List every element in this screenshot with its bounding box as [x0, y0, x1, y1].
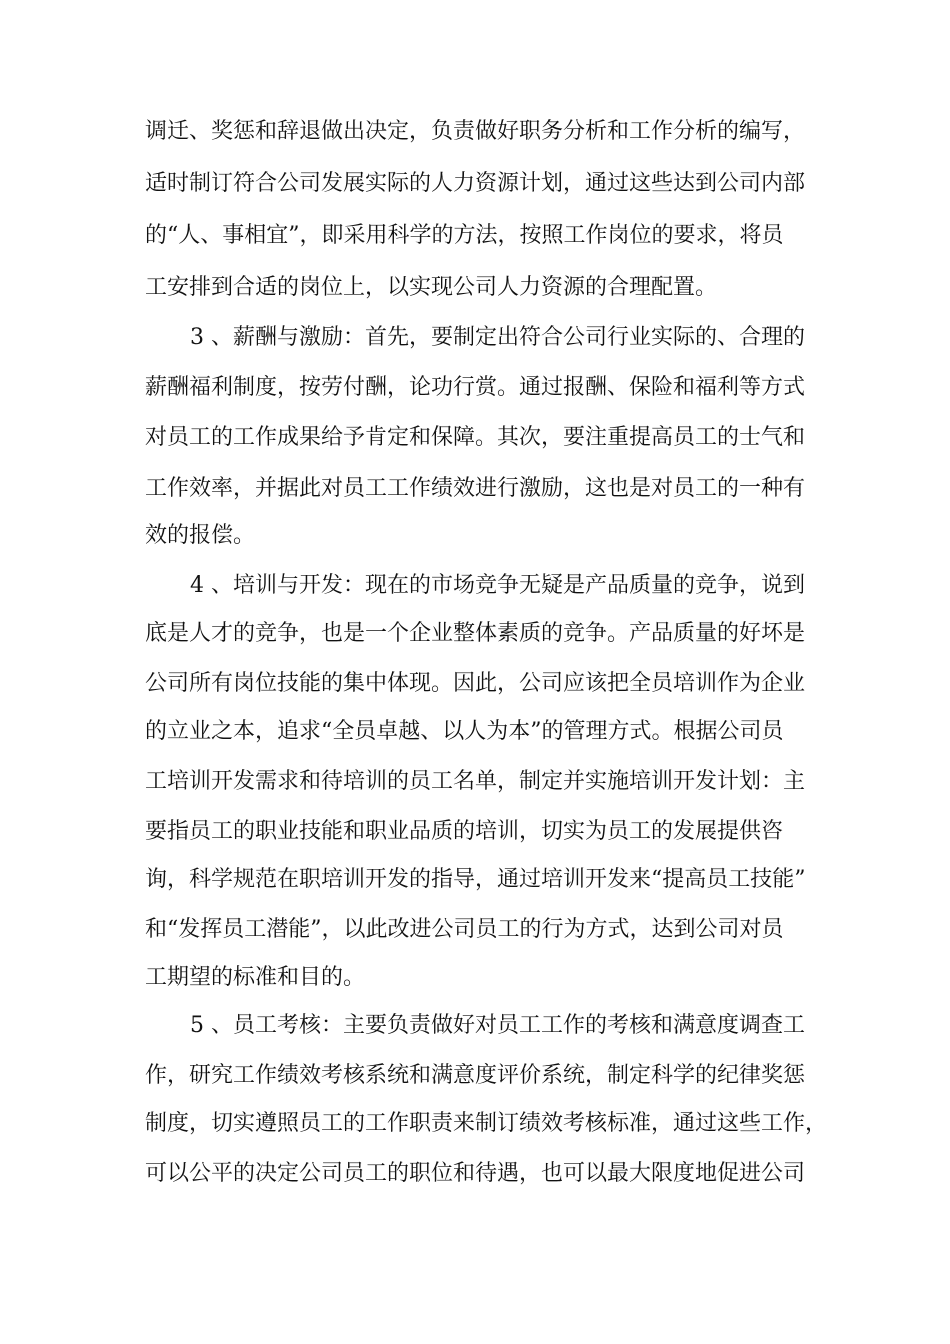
text-line: [0, 112, 950, 152]
line-text: 工安排到合适的岗位上，以实现公司人力资源的合理配置。: [145, 275, 718, 300]
text-line: [0, 762, 950, 802]
line-text: 作，研究工作绩效考核系统和满意度评价系统，制定科学的纪律奖惩: [145, 1063, 806, 1088]
text-line: [0, 958, 950, 998]
line-text: 制度，切实遵照员工的工作职责来制订绩效考核标准，通过这些工作，: [145, 1111, 828, 1136]
line-text: 薪酬福利制度，按劳付酬，论功行赏。通过报酬、保险和福利等方式: [145, 375, 806, 400]
line-text: 工期望的标准和目的。: [145, 965, 366, 990]
text-line: [0, 664, 950, 704]
line-text: 对员工的工作成果给予肯定和保障。其次，要注重提高员工的士气和: [145, 425, 806, 450]
text-line: [0, 860, 950, 900]
text-line: [0, 164, 950, 204]
text-line: [0, 1056, 950, 1096]
text-line: [0, 1104, 950, 1144]
line-text: 底是人才的竞争，也是一个企业整体素质的竞争。产品质量的好坏是: [145, 621, 806, 646]
line-text: 和“发挥员工潜能”，以此改进公司员工的行为方式，达到公司对员: [145, 917, 784, 942]
line-text: 工培训开发需求和待培训的员工名单，制定并实施培训开发计划：主: [145, 769, 806, 794]
text-line: [0, 216, 950, 256]
text-line: [0, 318, 950, 358]
text-line: [0, 268, 950, 308]
text-line: [0, 812, 950, 852]
line-text: 5 、员工考核：主要负责做好对员工工作的考核和满意度调查工: [190, 1013, 805, 1038]
text-line: [0, 566, 950, 606]
line-text: 调迁、奖惩和辞退做出决定，负责做好职务分析和工作分析的编写，: [145, 119, 806, 144]
text-line: [0, 469, 950, 509]
line-text: 适时制订符合公司发展实际的人力资源计划，通过这些达到公司内部: [145, 171, 806, 196]
line-text: 要指员工的职业技能和职业品质的培训，切实为员工的发展提供咨: [145, 819, 784, 844]
text-line: [0, 614, 950, 654]
line-text: 的“人、事相宜”，即采用科学的方法，按照工作岗位的要求，将员: [145, 223, 784, 248]
text-line: [0, 516, 950, 556]
line-text: 询，科学规范在职培训开发的指导，通过培训开发来“提高员工技能”: [145, 867, 806, 892]
text-line: [0, 368, 950, 408]
line-text: 工作效率，并据此对员工工作绩效进行激励，这也是对员工的一种有: [145, 476, 806, 501]
line-text: 3 、薪酬与激励：首先，要制定出符合公司行业实际的、合理的: [190, 325, 805, 350]
line-text: 可以公平的决定公司员工的职位和待遇，也可以最大限度地促进公司: [145, 1161, 806, 1186]
line-text: 效的报偿。: [145, 523, 256, 548]
line-text: 4 、培训与开发：现在的市场竞争无疑是产品质量的竞争，说到: [190, 573, 805, 598]
text-line: [0, 1006, 950, 1046]
text-line: [0, 712, 950, 752]
text-line: [0, 910, 950, 950]
text-line: [0, 418, 950, 458]
line-text: 公司所有岗位技能的集中体现。因此，公司应该把全员培训作为企业: [145, 671, 806, 696]
text-line: [0, 1154, 950, 1194]
line-text: 的立业之本，追求“全员卓越、以人为本”的管理方式。根据公司员: [145, 719, 784, 744]
